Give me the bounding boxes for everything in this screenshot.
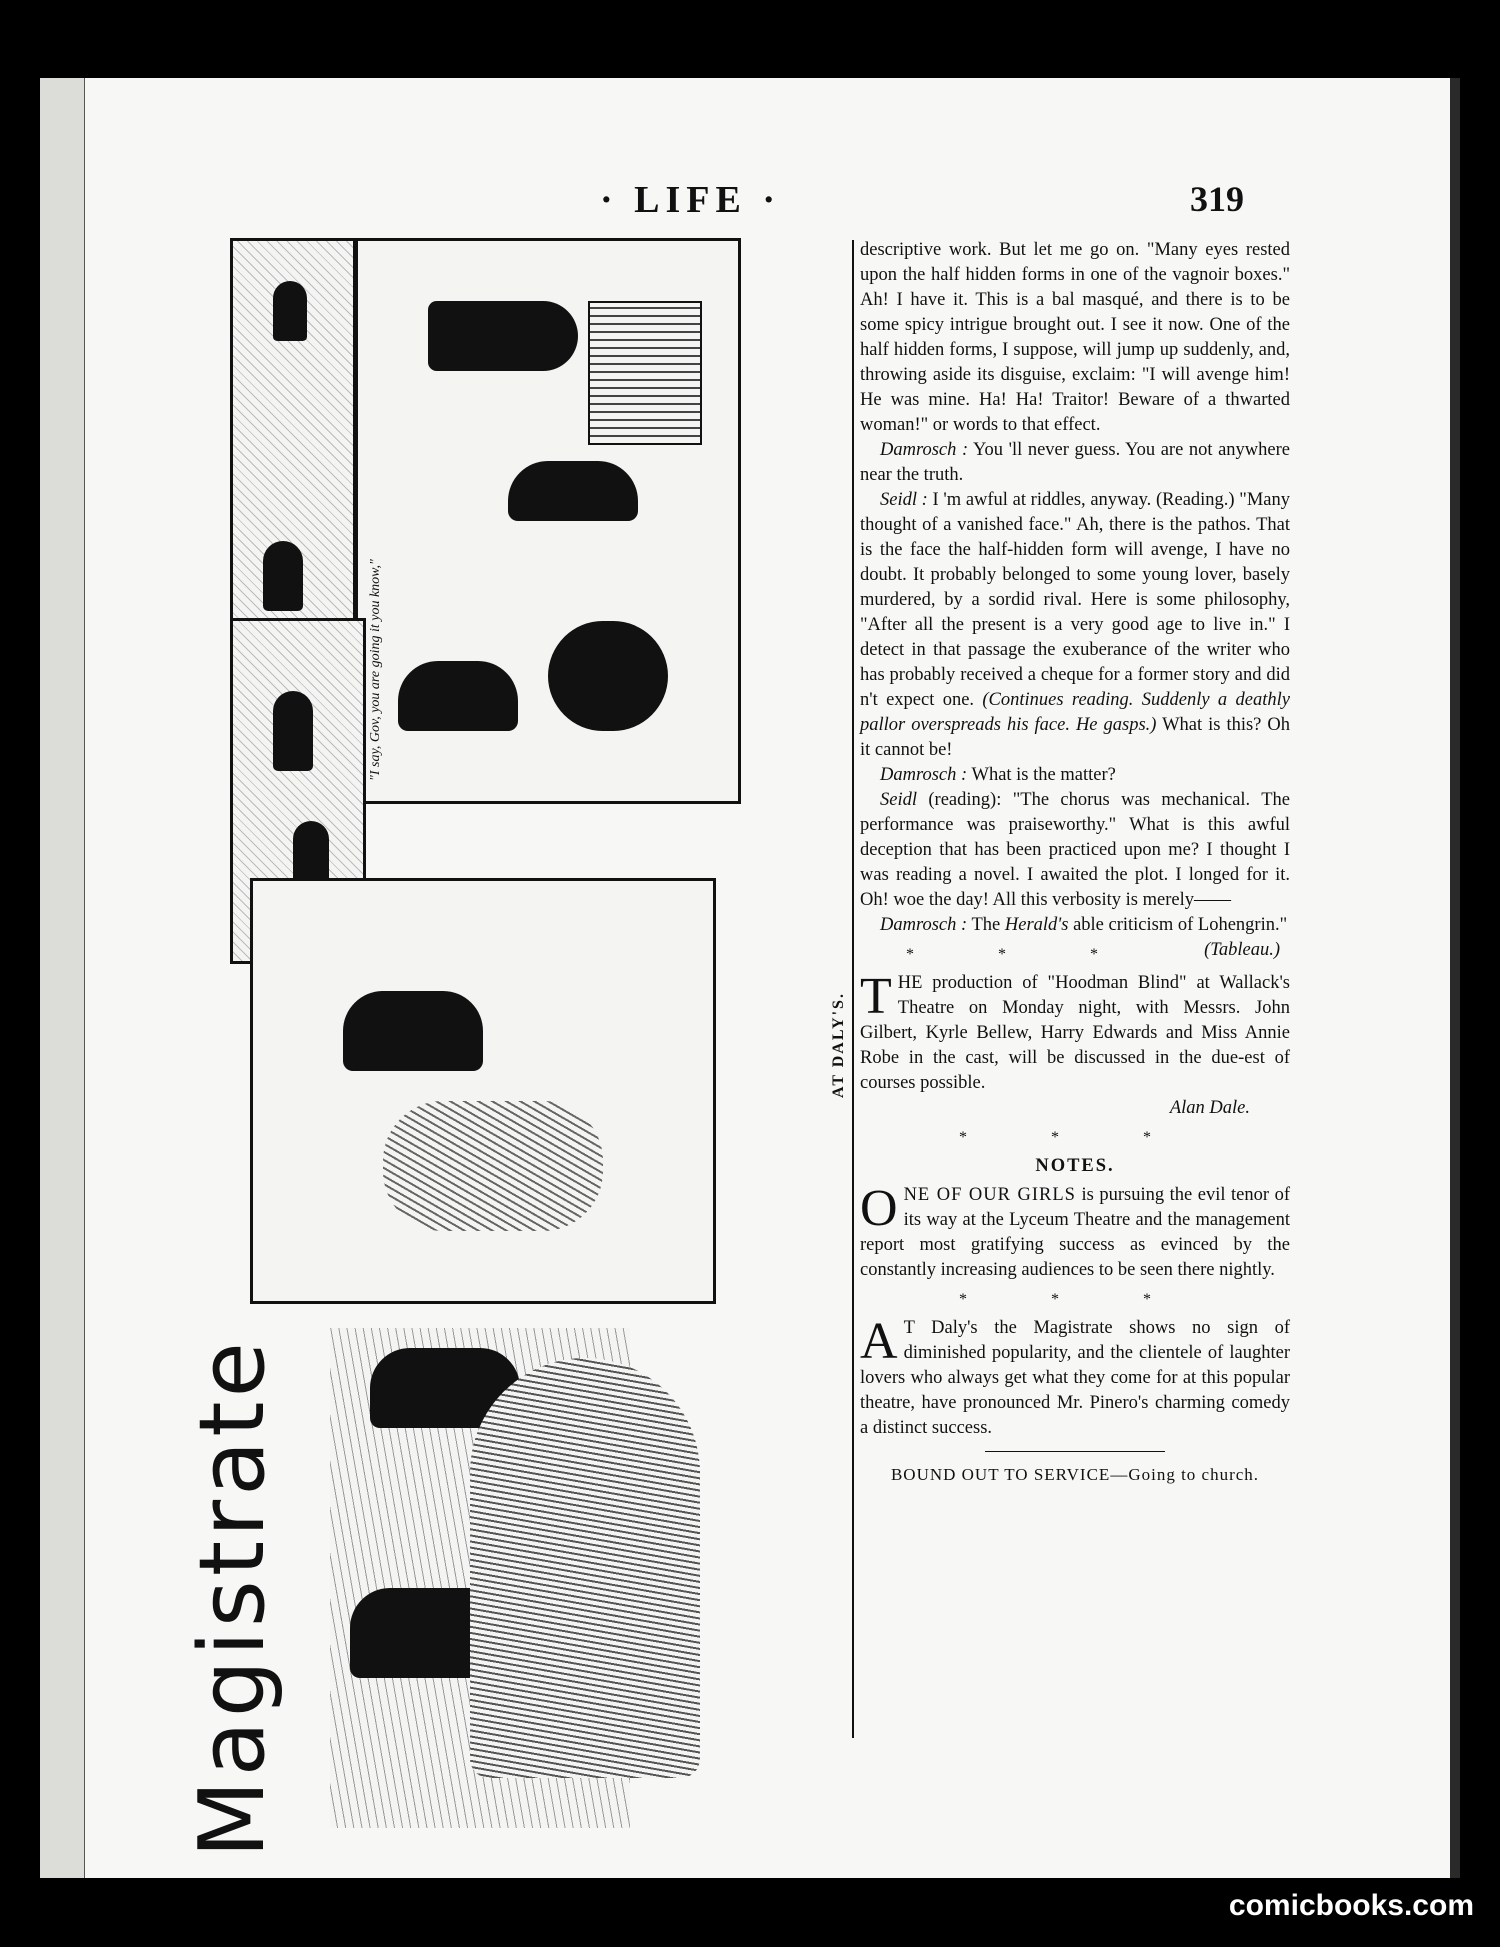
speaker: Damrosch : [880, 765, 968, 785]
tableau: (Tableau.) [1204, 940, 1280, 960]
paragraph: Seidl (reading): "The chorus was mechanical. The performance was praiseworthy." What is this awful deception that has been practiced upon me? I thought I was reading a novel. I awaited the plot. I longed for it. Oh! woe the day! All this verbosity is merely—— [860, 790, 1290, 910]
section-stars: * * * [959, 1129, 1191, 1146]
paragraph: descriptive work. But let me go on. "Many eyes rested upon the half hidden forms in one of the vagnoir boxes." Ah! I have it. This is a bal masqué, and there is to be some spicy intrigue brought out. I see it now. One of the half hidden forms, I suppose, will jump up suddenly, and, throwing aside its disguise, exclaim: "I will avenge him! He was mine. Ha! Ha! Traitor! Beware of a thwarted woman!" or words to that effect. [860, 240, 1290, 435]
signature: Alan Dale. [1169, 1098, 1250, 1118]
paragraph: Damrosch : You 'll never guess. You are not anywhere near the truth. [860, 440, 1290, 485]
cartoon-panel-couple [250, 878, 716, 1304]
paragraph: ONE OF OUR GIRLS is pursuing the evil tenor of its way at the Lyceum Theatre and the management report most gratifying success as evinced by the constantly increasing audiences to be seen there nightly. [860, 1180, 1290, 1280]
speaker: Damrosch : [880, 915, 968, 935]
drop-cap: T [860, 968, 892, 1025]
drop-cap: A [860, 1313, 898, 1370]
column-rule [852, 240, 854, 1738]
stage-direction: (Continues reading. Suddenly a deathly pallor overspreads his face. He gasps.) [860, 690, 1290, 735]
illustration-caption: AT DALY'S. [830, 992, 847, 1098]
magazine-page [40, 78, 1460, 1878]
cartoon-panel-parlor [355, 238, 741, 804]
watermark: comicbooks.com [1228, 1889, 1474, 1922]
section-stars: * * * [959, 1291, 1191, 1308]
balloon-text: "I say, Gov, you are going it you know," [368, 559, 383, 781]
speaker: Damrosch : [880, 440, 969, 460]
running-title: · LIFE · [600, 179, 782, 221]
article-column [860, 238, 1290, 1487]
magistrate-scene [270, 1288, 730, 1848]
paragraph: A T Daly's the Magistrate shows no sign of diminished popularity, and the clientele of laughter lovers who always get what they come for at this popular theatre, have pronounced Mr. Pinero's charming comedy a distinct success. [860, 1313, 1290, 1438]
speaker: Seidl [880, 790, 917, 810]
paragraph: THE production of "Hoodman Blind" at Wallack's Theatre on Monday night, with Messrs. John Gilbert, Kyrle Bellew, Harry Edwards and Miss Annie Robe in the cast, will be discussed in the due-est of courses possible. [860, 968, 1290, 1093]
illustration [180, 228, 850, 1858]
footer-quip: BOUND OUT TO SERVICE—Going to church. [890, 1465, 1260, 1484]
paragraph: Damrosch : The Herald's able criticism of Lohengrin." (Tableau.) [860, 913, 1290, 938]
paragraph: Damrosch : What is the matter? [880, 765, 1116, 785]
speaker: Seidl : [880, 490, 928, 510]
page-edge [1450, 78, 1460, 1878]
paragraph: Seidl : I 'm awful at riddles, anyway. (Reading.) "Many thought of a vanished face." Ah, there is the pathos. That is the face the half-hidden form will avenge, I have no doubt. It probably belonged to some young lover, basely murdered, by a sordid rival. Here is some philosophy, "After all the present is a very good age to live in." I detect in that passage the exuberance of the writer who has probably received a cheque for a former story and did n't expect one. (Continues reading. Suddenly a deathly pallor overspreads his face. He gasps.) What is this? Oh it cannot be! [860, 490, 1291, 760]
binding-strip [40, 78, 85, 1878]
page-number: 319 [1190, 179, 1244, 219]
notes-heading: NOTES. [1035, 1156, 1115, 1176]
section-stars: * * * [906, 946, 1139, 963]
drop-cap: O [860, 1180, 898, 1237]
magistrate-title: Magistrate [180, 1338, 285, 1858]
divider [985, 1451, 1165, 1452]
